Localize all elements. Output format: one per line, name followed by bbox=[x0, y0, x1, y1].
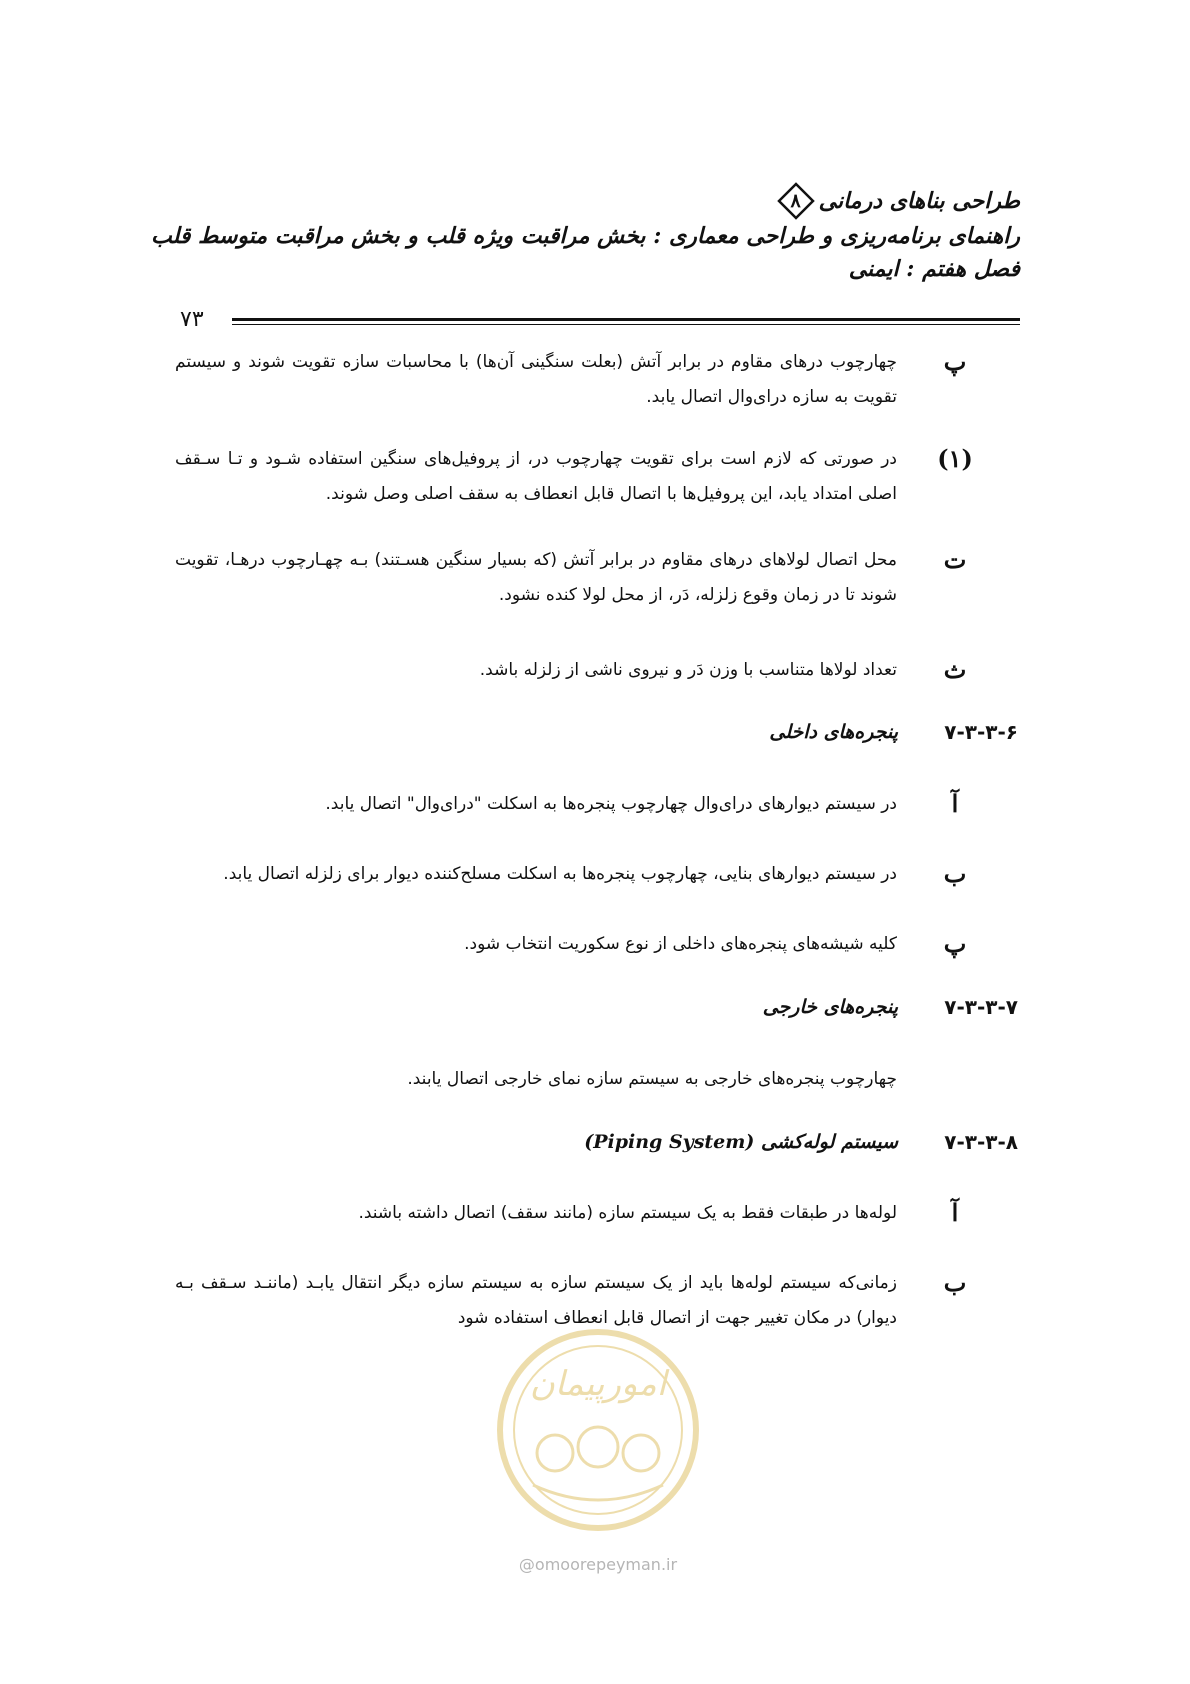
item-marker: ت bbox=[943, 545, 967, 574]
chapter-title: فصل هفتم : ایمنی bbox=[848, 256, 1020, 282]
item-marker: (۱) bbox=[937, 444, 973, 473]
item-marker: ب bbox=[943, 1268, 967, 1297]
section-heading bbox=[200, 1130, 1018, 1154]
section-number: ۷-۳-۳-۸ bbox=[944, 1130, 1018, 1154]
section-title: پنجره‌های خارجی bbox=[762, 996, 898, 1018]
page-number: ۷۳ bbox=[180, 307, 204, 332]
section-title: پنجره‌های داخلی bbox=[769, 721, 898, 743]
item-marker: پ bbox=[943, 929, 967, 958]
volume-number: ۸ bbox=[790, 189, 801, 212]
book-title: طراحی بناهای درمانی bbox=[818, 187, 1020, 214]
list-item bbox=[175, 857, 985, 892]
item-marker: ب bbox=[943, 859, 967, 888]
item-text: زمانی‌که سیستم لوله‌ها باید از یک سیستم سازه به سیستم سازه دیگر انتقال یابـد (ماننـد سـقف بـه دیوار) در مکان تغییر جهت از اتصال قابل انعطاف استفاده شود bbox=[175, 1273, 897, 1328]
watermark-seal-logo bbox=[493, 1325, 703, 1535]
header-rule bbox=[232, 318, 1020, 325]
item-text: لوله‌ها در طبقات فقط به یک سیستم سازه (مانند سقف) اتصال داشته باشند. bbox=[358, 1203, 897, 1223]
section-number: ۷-۳-۳-۷ bbox=[944, 995, 1018, 1019]
list-item bbox=[175, 927, 985, 962]
page-header bbox=[151, 182, 1020, 286]
section-heading bbox=[200, 720, 1018, 744]
item-marker: پ bbox=[943, 347, 967, 376]
item-text: در صورتی که لازم است برای تقویت چهارچوب در، از پروفیل‌های سنگین استفاده شـود و تـا سـقف اصلی امتداد یابد، این پروفیل‌ها با اتصال قابل انعطاف به سقف اصلی وصل شوند. bbox=[175, 449, 897, 504]
book-title-row bbox=[215, 182, 1020, 220]
list-item bbox=[175, 442, 985, 512]
item-text: کلیه شیشه‌های پنجره‌های داخلی از نوع سکوریت انتخاب شود. bbox=[464, 934, 897, 954]
list-item bbox=[175, 345, 985, 415]
section-number: ۷-۳-۳-۶ bbox=[944, 720, 1018, 744]
item-text: در سیستم دیوارهای بنایی، چهارچوب پنجره‌ها به اسکلت مسلح‌کننده دیوار برای زلزله اتصال یابد. bbox=[223, 864, 897, 884]
section-title: سیستم لوله‌کشی (Piping System) bbox=[584, 1131, 898, 1153]
item-marker: آ bbox=[951, 789, 959, 818]
item-text: محل اتصال لولاهای درهای مقاوم در برابر آتش (که بسیار سنگین هسـتند) بـه چهـارچوب درهـا، تقویت شوند تا در زمان وقوع زلزله، دَر، از محل لولا کنده نشود. bbox=[175, 550, 897, 605]
item-text: در سیستم دیوارهای درای‌وال چهارچوب پنجره‌ها به اسکلت "درای‌وال" اتصال یابد. bbox=[325, 794, 897, 814]
svg-text:امورپیمان: امورپیمان bbox=[529, 1364, 667, 1404]
section-heading bbox=[200, 995, 1018, 1019]
list-item bbox=[175, 1196, 985, 1231]
list-item bbox=[175, 787, 985, 822]
item-marker: آ bbox=[951, 1198, 959, 1227]
volume-badge bbox=[777, 182, 815, 220]
item-text: چهارچوب درهای مقاوم در برابر آتش (بعلت سنگینی آن‌ها) با محاسبات سازه تقویت شوند و سیستم تقویت به سازه درای‌وال اتصال یابد. bbox=[175, 352, 897, 407]
list-item bbox=[175, 653, 985, 688]
watermark-url: @omoorepeyman.ir bbox=[518, 1555, 678, 1574]
paragraph: چهارچوب پنجره‌های خارجی به سیستم سازه نمای خارجی اتصال یابند. bbox=[407, 1069, 897, 1089]
guide-title: راهنمای برنامه‌ریزی و طراحی معماری : بخش مراقبت ویژه قلب و بخش مراقبت متوسط قلب bbox=[151, 223, 1020, 249]
list-item bbox=[175, 543, 985, 613]
item-marker: ث bbox=[943, 655, 967, 684]
item-text: تعداد لولاها متناسب با وزن دَر و نیروی ناشی از زلزله باشد. bbox=[479, 660, 897, 680]
